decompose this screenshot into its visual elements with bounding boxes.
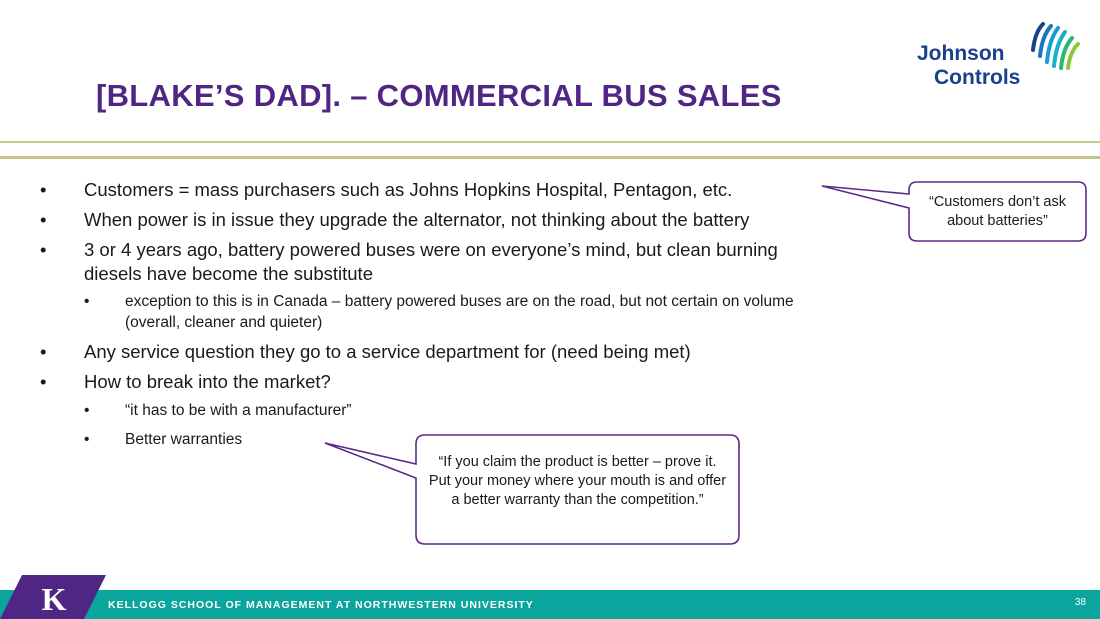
kellogg-k-badge	[0, 575, 110, 619]
callout-bottom-text: “If you claim the product is better – prove it. Put your money where your mouth is and offer a better warranty than the competition.”	[428, 454, 727, 508]
bullet-item: • Customers = mass purchasers such as Johns Hopkins Hospital, Pentagon, etc.	[40, 178, 840, 202]
page-number: 38	[1074, 597, 1086, 608]
bullet-item: • Any service question they go to a service department for (need being met)	[40, 340, 840, 364]
sub-bullet-item: • Better warranties	[40, 429, 840, 450]
logo-line-1: Johnson	[917, 42, 1005, 65]
footer-school-name: KELLOGG SCHOOL OF MANAGEMENT AT NORTHWESTERN UNIVERSITY	[108, 599, 534, 611]
kellogg-k-letter: K	[41, 581, 67, 617]
sub-bullet-item: • exception to this is in Canada – battery powered buses are on the road, but not certain on volume (overall, cleaner and quieter)	[40, 291, 840, 333]
logo-line-2: Controls	[934, 66, 1021, 89]
sub-bullet-item: • “it has to be with a manufacturer”	[40, 400, 840, 421]
bullet-item: • How to break into the market?	[40, 370, 840, 394]
bullet-item: • When power is in issue they upgrade the alternator, not thinking about the battery	[40, 208, 840, 232]
footer-bar	[0, 590, 1100, 619]
bullet-item: • 3 or 4 years ago, battery powered buses were on everyone’s mind, but clean burning diesels have become the substitute	[40, 238, 840, 286]
slide-title: [BLAKE’S DAD]. – COMMERCIAL BUS SALES	[96, 78, 782, 113]
callout-top-text: “Customers don’t ask about batteries”	[929, 194, 1066, 229]
